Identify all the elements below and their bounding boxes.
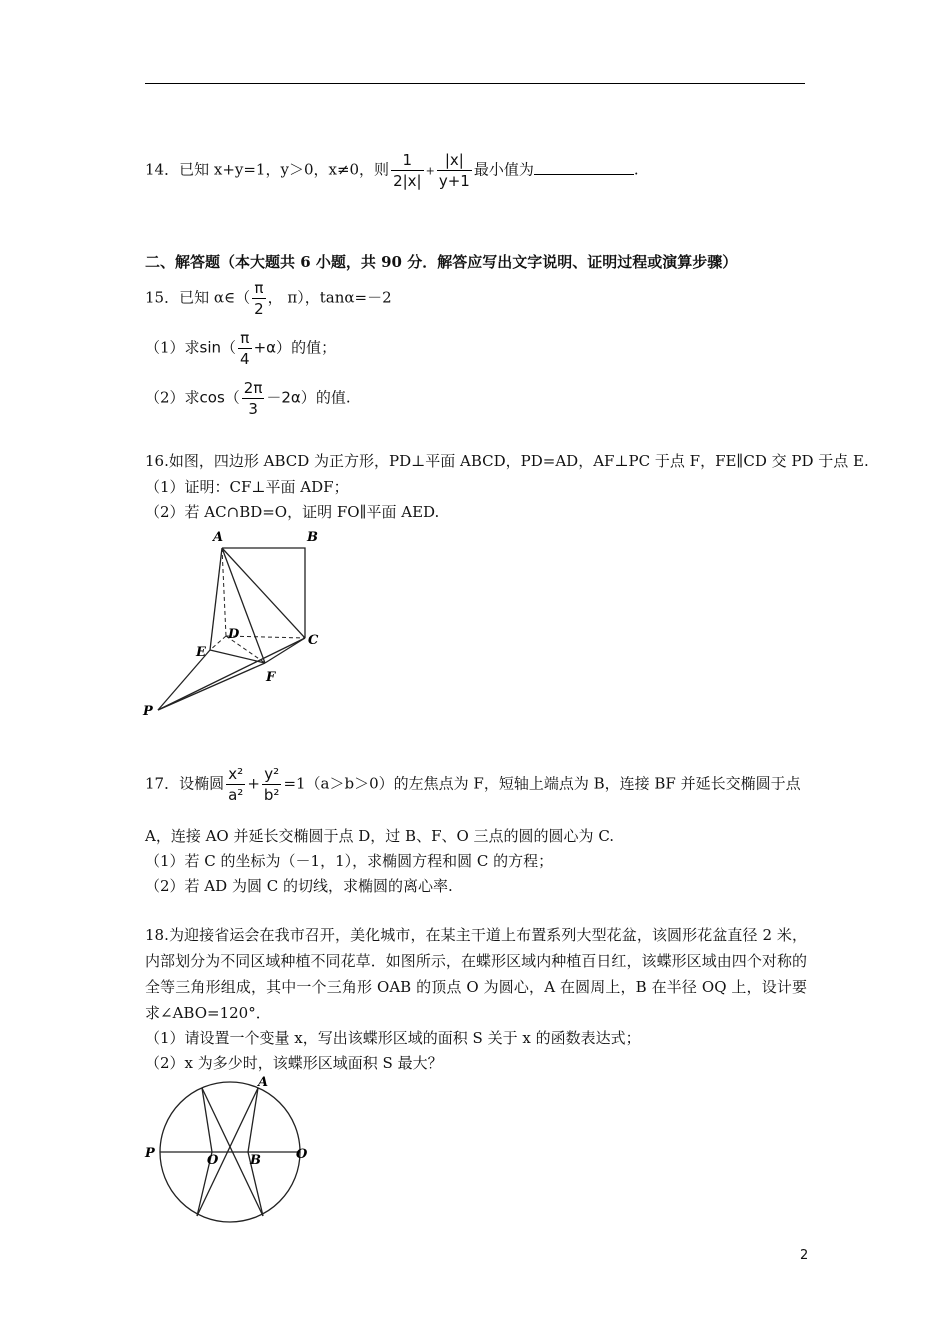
question-18-part-1: （1）请设置一个变量 x，写出该蝶形区域的面积 S 关于 x 的函数表达式； — [145, 1029, 641, 1047]
section-title: 二、解答题（本大题共 6 小题，共 90 分．解答应写出文字说明、证明过程或演算步骤） — [145, 253, 738, 271]
label-F: F — [266, 670, 276, 685]
question-17-part-2: （2）若 AD 为圆 C 的切线，求椭圆的离心率. — [145, 877, 453, 895]
question-15: 15．已知 α∈（ $\frac{\pi}{2}$ ， π），tanα=－2 — [145, 279, 392, 318]
label-D: D — [228, 627, 240, 642]
label-E: E — [196, 645, 206, 660]
q14-fraction-1: $\frac{1}{2|x|}$ — [393, 151, 422, 190]
pyramid-figure — [140, 528, 340, 723]
label-B: B — [307, 530, 318, 545]
label-A: A — [258, 1075, 269, 1090]
label-A: A — [213, 530, 224, 545]
butterfly-figure — [140, 1072, 320, 1242]
q15-p2-fraction: $\frac{2\pi}{3}$ — [243, 379, 263, 418]
header-rule — [145, 83, 805, 84]
question-18: 18.为迎接省运会在我市召开，美化城市，在某主干道上布置系列大型花盆，该圆形花盆直径 2 米，内部划分为不同区域种植不同花草．如图所示，在蝶形区域内种植百日红，该蝶形区域由四个对称的全等三角形组成，其中一个三角形 OAB 的顶点 O 为圆心，A 在圆周上，B 在半径 OQ 上，设计要求∠ABO=120°． — [145, 926, 807, 1022]
question-16-part-2: （2）若 AC∩BD=O，证明 FO∥平面 AED. — [145, 503, 440, 521]
question-15-part-2: （2）求cos（ $\frac{2\pi}{3}$ －2α）的值. — [145, 379, 351, 418]
q17-fraction-2: $\frac{\text{y²}}{\text{b²}}$ — [263, 765, 280, 804]
question-17-line-2: A，连接 AO 并延长交椭圆于点 D，过 B、F、O 三点的圆的圆心为 C. — [145, 827, 615, 845]
label-Q: O — [296, 1147, 308, 1162]
question-18-part-2: （2）x 为多少时，该蝶形区域面积 S 最大？ — [145, 1054, 443, 1072]
q15-fraction: $\frac{\pi}{2}$ — [254, 279, 264, 318]
label-P: P — [145, 1146, 155, 1161]
q14-prefix: 14．已知 x+y=1，y＞0，x≠0，则 — [145, 160, 390, 179]
answer-blank — [534, 160, 634, 175]
label-B: B — [250, 1153, 261, 1168]
label-P: P — [143, 704, 153, 719]
page-number: 2 — [800, 1248, 809, 1263]
question-16: 16.如图，四边形 ABCD 为正方形，PD⊥平面 ABCD，PD=AD，AF⊥PC 于点 F，FE∥CD 交 PD 于点 E. — [145, 452, 869, 470]
question-17: 17．设椭圆 $\frac{\text{x²}}{\text{a²}}$ + $\frac{\text{y²}}{\text{b²}}$ =1（a＞b＞0）的左焦点为 F，短轴上端点为 B，连接 BF 并延长交椭圆于点 — [145, 765, 801, 804]
question-15-part-1: （1）求sin（ $\frac{\pi}{4}$ +α）的值； — [145, 329, 337, 368]
label-C: C — [308, 633, 319, 648]
q15-p1-fraction: $\frac{\pi}{4}$ — [240, 329, 250, 368]
question-17-part-1: （1）若 C 的坐标为（－1，1），求椭圆方程和圆 C 的方程； — [145, 852, 554, 870]
question-16-part-1: （1）证明：CF⊥平面 ADF； — [145, 478, 349, 496]
q14-fraction-2: $\frac{|x|}{y+1}$ — [438, 151, 470, 190]
q17-fraction-1: $\frac{\text{x²}}{\text{a²}}$ — [228, 765, 244, 804]
label-O: O — [207, 1153, 219, 1168]
question-14: 14．已知 x+y=1，y＞0，x≠0，则 $\frac{1}{2|x|}$ + $\frac{|x|}{y+1}$ 最小值为 . — [145, 151, 639, 190]
